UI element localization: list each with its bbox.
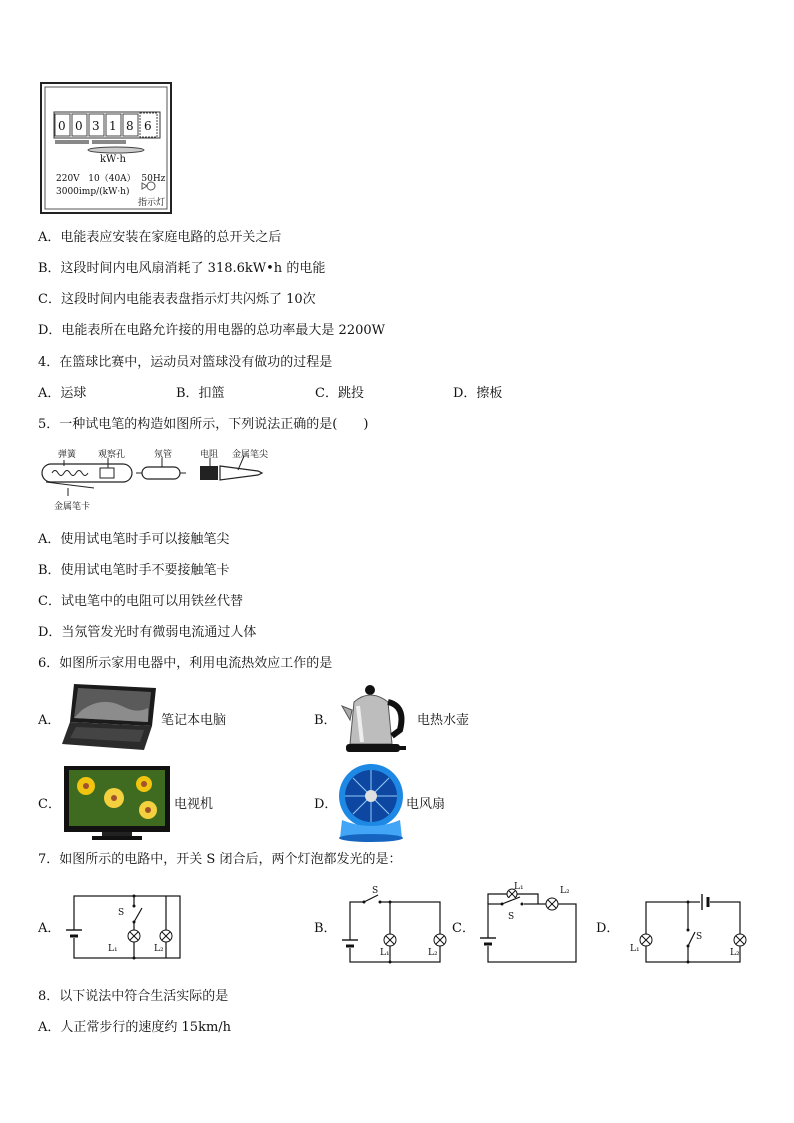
pen-label-clip: 金属笔卡 — [54, 502, 91, 512]
circuit-a — [62, 888, 192, 968]
q5-stem: 5．一种试电笔的构造如图所示，下列说法正确的是( ) — [38, 417, 369, 432]
meter-digit: 8 — [126, 119, 134, 133]
q6-option-b-name: 电热水壶 — [417, 713, 470, 728]
q6-option-d-letter: D． — [314, 797, 338, 812]
circuit-b-l1-label: L₁ — [380, 948, 390, 958]
laptop-image — [60, 680, 160, 752]
q7-option-b-letter: B． — [314, 921, 337, 936]
meter-digit: 0 — [58, 119, 66, 133]
q4-option-a: A．运球 — [38, 386, 87, 401]
meter-unit: kW·h — [100, 154, 126, 165]
pen-label-resistor: 电阻 — [200, 450, 219, 460]
q7-option-a-letter: A． — [38, 921, 61, 936]
q5-option-b: B．使用试电笔时手不要接触笔卡 — [38, 563, 230, 578]
q6-option-a-letter: A． — [38, 713, 61, 728]
q8-option-a: A．人正常步行的速度约 15km/h — [38, 1020, 232, 1035]
circuit-c-l1-label: L₁ — [514, 882, 524, 892]
q3-option-a: A．电能表应安装在家庭电路的总开关之后 — [38, 230, 282, 245]
meter-digit: 0 — [75, 119, 83, 133]
q5-option-d: D．当氖管发光时有微弱电流通过人体 — [38, 625, 257, 640]
q7-stem: 7．如图所示的电路中，开关 S 闭合后，两个灯泡都发光的是： — [38, 852, 402, 867]
q6-option-b-letter: B． — [314, 713, 337, 728]
circuit-b-l2-label: L₂ — [428, 948, 438, 958]
meter-spec-imp: 3000imp/(kW·h) — [56, 187, 130, 197]
pen-label-tip: 金属笔尖 — [232, 450, 269, 460]
circuit-d-switch-label: S — [696, 932, 703, 942]
circuit-a-switch-label: S — [118, 908, 125, 918]
meter-figure — [40, 82, 172, 214]
pen-label-spring: 弹簧 — [58, 450, 77, 460]
circuit-d — [628, 886, 752, 968]
meter-digit: 3 — [92, 119, 100, 133]
circuit-a-l2-label: L₂ — [154, 944, 164, 954]
q5-option-a: A．使用试电笔时手可以接触笔尖 — [38, 532, 230, 547]
kettle-image — [340, 680, 416, 760]
q7-option-c-letter: C． — [452, 921, 475, 936]
circuit-c-l2-label: L₂ — [560, 886, 570, 896]
q6-option-d-name: 电风扇 — [406, 797, 446, 812]
q6-option-a-name: 笔记本电脑 — [161, 713, 227, 728]
q3-option-d: D．电能表所在电路允许接的用电器的总功率最大是 2200W — [38, 323, 386, 338]
meter-digit: 1 — [109, 119, 117, 133]
circuit-d-l1-label: L₁ — [630, 944, 640, 954]
q4-option-b: B．扣篮 — [176, 386, 225, 401]
q5-option-c: C．试电笔中的电阻可以用铁丝代替 — [38, 594, 243, 609]
fan-image — [336, 762, 406, 844]
q3-option-b: B．这段时间内电风扇消耗了 318.6kW•h 的电能 — [38, 261, 326, 276]
meter-digit: 6 — [144, 119, 152, 133]
q4-option-d: D．擦板 — [453, 386, 503, 401]
q6-option-c-name: 电视机 — [174, 797, 214, 812]
q3-option-c: C．这段时间内电能表表盘指示灯共闪烁了 10次 — [38, 292, 316, 307]
q4-option-c: C．跳投 — [315, 386, 364, 401]
circuit-b-switch-label: S — [372, 886, 379, 896]
q4-stem: 4．在篮球比赛中，运动员对篮球没有做功的过程是 — [38, 355, 333, 370]
q6-option-c-letter: C． — [38, 797, 61, 812]
circuit-b — [340, 886, 450, 968]
circuit-a-l1-label: L₁ — [108, 944, 118, 954]
circuit-c-switch-label: S — [508, 912, 515, 922]
meter-spec-voltage: 220V 10（40A） 50Hz — [56, 174, 166, 184]
pen-label-neon: 氖管 — [154, 450, 173, 460]
test-pen-figure — [38, 444, 288, 516]
circuit-c — [478, 882, 582, 968]
pen-label-hole: 观察孔 — [98, 450, 126, 460]
q6-stem: 6．如图所示家用电器中，利用电流热效应工作的是 — [38, 656, 333, 671]
television-image — [62, 764, 172, 842]
q8-stem: 8．以下说法中符合生活实际的是 — [38, 989, 229, 1004]
q7-option-d-letter: D． — [596, 921, 620, 936]
circuit-d-l2-label: L₂ — [730, 948, 740, 958]
meter-indicator-label: 指示灯 — [138, 198, 166, 208]
